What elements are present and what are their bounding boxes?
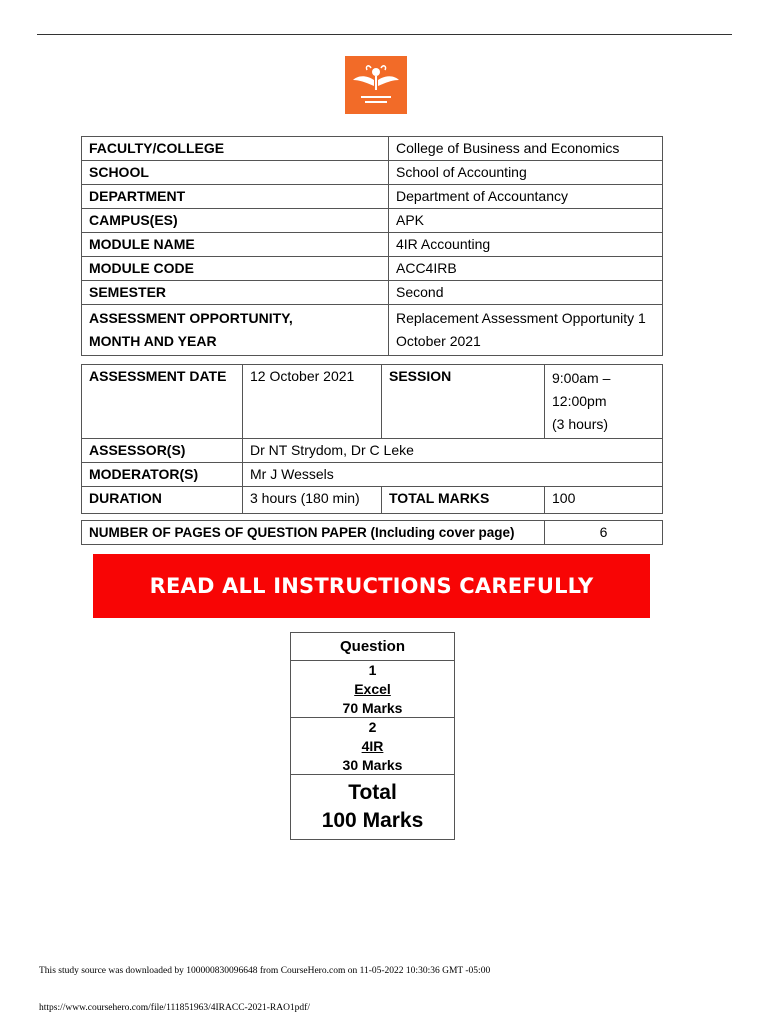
info-label: SCHOOL: [82, 161, 389, 185]
pages-table: [81, 520, 663, 545]
info-value: Second: [389, 281, 663, 305]
question-item: [291, 718, 454, 775]
source-url-link[interactable]: https://www.coursehero.com/file/111851963/4IRACC-2021-RAO1pdf/: [39, 1003, 310, 1013]
assessors-value: Dr NT Strydom, Dr C Leke: [243, 439, 663, 463]
opportunity-label-line1: ASSESSMENT OPPORTUNITY,: [89, 310, 293, 326]
download-note: This study source was downloaded by 100000830096648 from CourseHero.com on 11-05-2022 10:30:36 GMT -05:00: [39, 966, 491, 976]
total-marks-value: 100: [545, 487, 663, 514]
university-logo: [345, 56, 407, 114]
session-line2: 12:00pm: [552, 393, 607, 409]
opportunity-value: [389, 305, 663, 356]
session-line1: 9:00am –: [552, 370, 611, 386]
question-topic: Excel: [354, 680, 391, 697]
opportunity-value-line2: October 2021: [396, 333, 481, 349]
info-label: DEPARTMENT: [82, 185, 389, 209]
assessment-row-duration: [82, 487, 663, 514]
info-value: Department of Accountancy: [389, 185, 663, 209]
info-row: [82, 209, 663, 233]
opportunity-label-line2: MONTH AND YEAR: [89, 333, 217, 349]
info-value: ACC4IRB: [389, 257, 663, 281]
assessment-row-assessors: [82, 439, 663, 463]
question-summary-table: [290, 632, 455, 840]
instructions-banner-text: READ ALL INSTRUCTIONS CAREFULLY: [149, 574, 594, 598]
info-value: School of Accounting: [389, 161, 663, 185]
session-value: [545, 365, 663, 439]
info-label: CAMPUS(ES): [82, 209, 389, 233]
assessment-date-value: 12 October 2021: [243, 365, 382, 439]
info-label: FACULTY/COLLEGE: [82, 137, 389, 161]
info-row: [82, 281, 663, 305]
question-item: [291, 661, 454, 718]
assessment-date-label: ASSESSMENT DATE: [82, 365, 243, 439]
info-row: [82, 185, 663, 209]
question-number: 2: [368, 718, 377, 735]
info-row: [82, 161, 663, 185]
info-label: MODULE NAME: [82, 233, 389, 257]
info-value: College of Business and Economics: [389, 137, 663, 161]
total-marks: 100 Marks: [321, 809, 424, 832]
module-info-table: [81, 136, 663, 356]
instructions-banner: [93, 554, 650, 618]
top-rule: [37, 34, 732, 35]
info-label: SEMESTER: [82, 281, 389, 305]
info-label: MODULE CODE: [82, 257, 389, 281]
info-value: APK: [389, 209, 663, 233]
info-row: [82, 233, 663, 257]
moderators-label: MODERATOR(S): [82, 463, 243, 487]
info-row-opportunity: [82, 305, 663, 356]
duration-label: DURATION: [82, 487, 243, 514]
assessment-table: [81, 364, 663, 514]
logo-emblem-icon: [345, 56, 407, 114]
assessment-row-moderators: [82, 463, 663, 487]
opportunity-label: [82, 305, 389, 356]
total-marks-label: TOTAL MARKS: [382, 487, 545, 514]
info-row: [82, 137, 663, 161]
session-line3: (3 hours): [552, 416, 609, 432]
moderators-value: Mr J Wessels: [243, 463, 663, 487]
question-marks: 70 Marks: [342, 699, 403, 716]
assessors-label: ASSESSOR(S): [82, 439, 243, 463]
question-number: 1: [368, 661, 377, 678]
pages-value: 6: [545, 521, 663, 545]
total-label: Total: [348, 781, 397, 804]
question-header: Question: [291, 633, 454, 661]
question-total: [291, 775, 454, 839]
duration-value: 3 hours (180 min): [243, 487, 382, 514]
assessment-row-date: [82, 365, 663, 439]
info-row: [82, 257, 663, 281]
opportunity-value-line1: Replacement Assessment Opportunity 1: [396, 310, 646, 326]
session-label: SESSION: [382, 365, 545, 439]
pages-row: [82, 521, 663, 545]
info-value: 4IR Accounting: [389, 233, 663, 257]
question-marks: 30 Marks: [342, 756, 403, 773]
pages-label: NUMBER OF PAGES OF QUESTION PAPER (Including cover page): [82, 521, 545, 545]
question-topic: 4IR: [361, 737, 384, 754]
